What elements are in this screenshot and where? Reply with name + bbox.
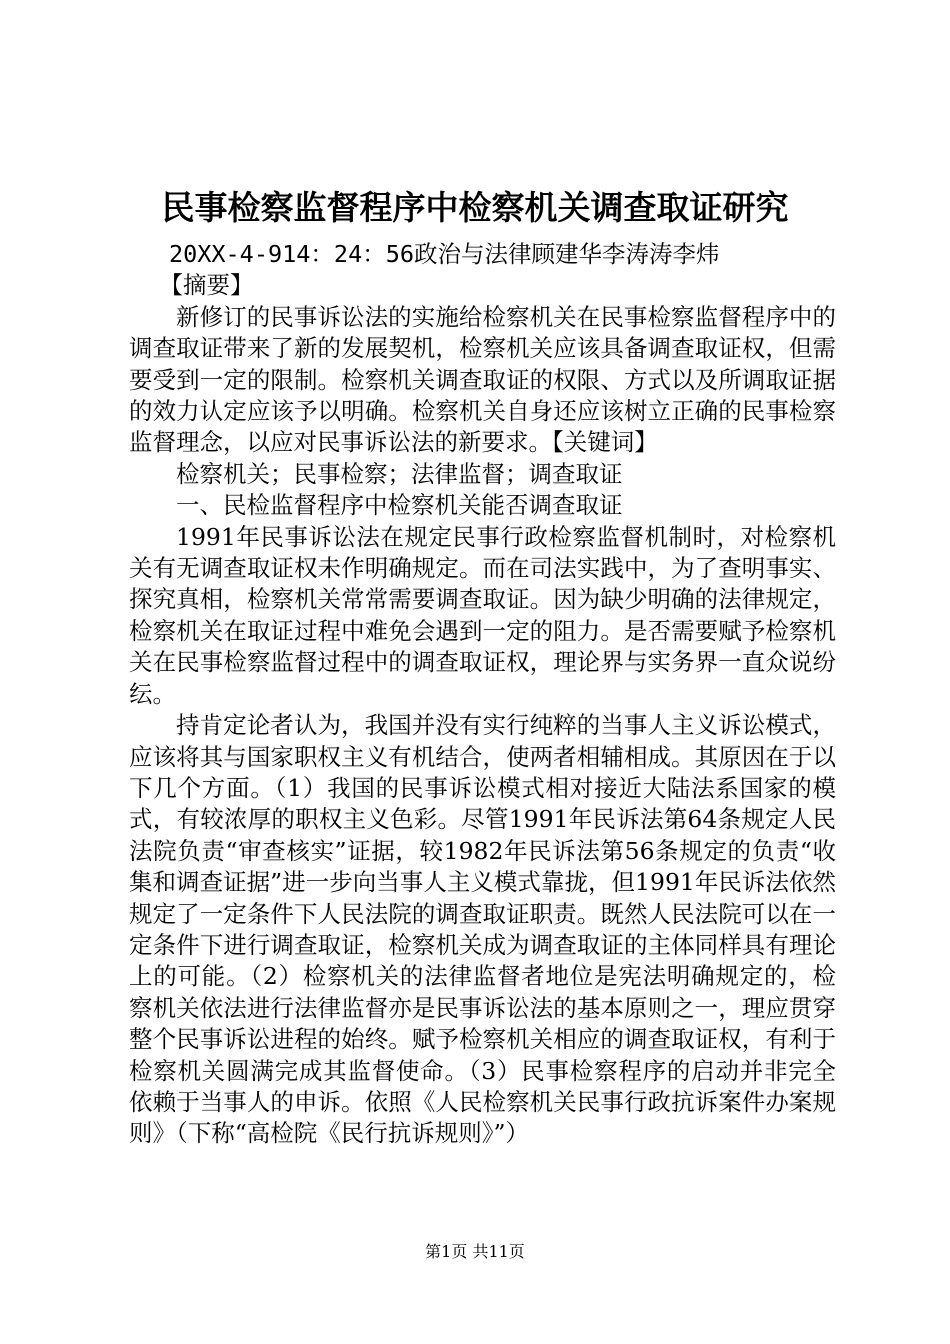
document-title: 民事检察监督程序中检察机关调查取证研究 <box>161 188 789 227</box>
abstract-text: 新修订的民事诉讼法的实施给检察机关在民事检察监督程序中的调查取证带来了新的发展契机，检察机关应该具备调查取证权，但需要受到一定的限制。检察机关调查取证的权限、方式以及所调取证据的效力认定应该予以明确。检察机关自身还应该树立正确的民事检察监督理念，以应对民事诉讼法的新要求。【关键词】 <box>129 302 836 457</box>
document-body <box>129 239 836 1150</box>
paragraph: 持肯定论者认为，我国并没有实行纯粹的当事人主义诉讼模式，应该将其与国家职权主义有机结合，使两者相辅相成。其原因在于以下几个方面。（1）我国的民事诉讼模式相对接近大陆法系国家的模式，有较浓厚的职权主义色彩。尽管1991年民诉法第64条规定人民法院负责“审查核实”证据，较1982年民诉法第56条规定的负责“收集和调查证据”进一步向当事人主义模式靠拢，但1991年民诉法依然规定了一定条件下人民法院的调查取证职责。既然人民法院可以在一定条件下进行调查取证，检察机关成为调查取证的主体同样具有理论上的可能。（2）检察机关的法律监督者地位是宪法明确规定的，检察机关依法进行法律监督亦是民事诉讼法的基本原则之一，理应贯穿整个民事诉讼进程的始终。赋予检察机关相应的调查取证权，有利于检察机关圆满完成其监督使命。（3）民事检察程序的启动并非完全依赖于当事人的申诉。依照《人民检察机关民事行政抗诉案件办案规则》（下称“高检院《民行抗诉规则》”） <box>129 711 836 1148</box>
meta-line: 20XX-4-914：24：56政治与法律顾建华李涛涛李炜 <box>168 240 720 268</box>
section-heading: 一、民检监督程序中检察机关能否调查取证 <box>176 491 623 520</box>
paragraph: 1991年民事诉讼法在规定民事行政检察监督机制时，对检察机关有无调查取证权未作明确规定。而在司法实践中，为了查明事实、探究真相，检察机关常常需要调查取证。因为缺少明确的法律规定，检察机关在取证过程中难免会遇到一定的阻力。是否需要赋予检察机关在民事检察监督过程中的调查取证权，理论界与实务界一直众说纷纭。 <box>129 522 836 708</box>
abstract-label: 【摘要】 <box>159 271 254 300</box>
keywords-text: 检察机关；民事检察；法律监督；调查取证 <box>176 459 623 488</box>
page-footer: 第1页 共11页 <box>425 1242 525 1261</box>
